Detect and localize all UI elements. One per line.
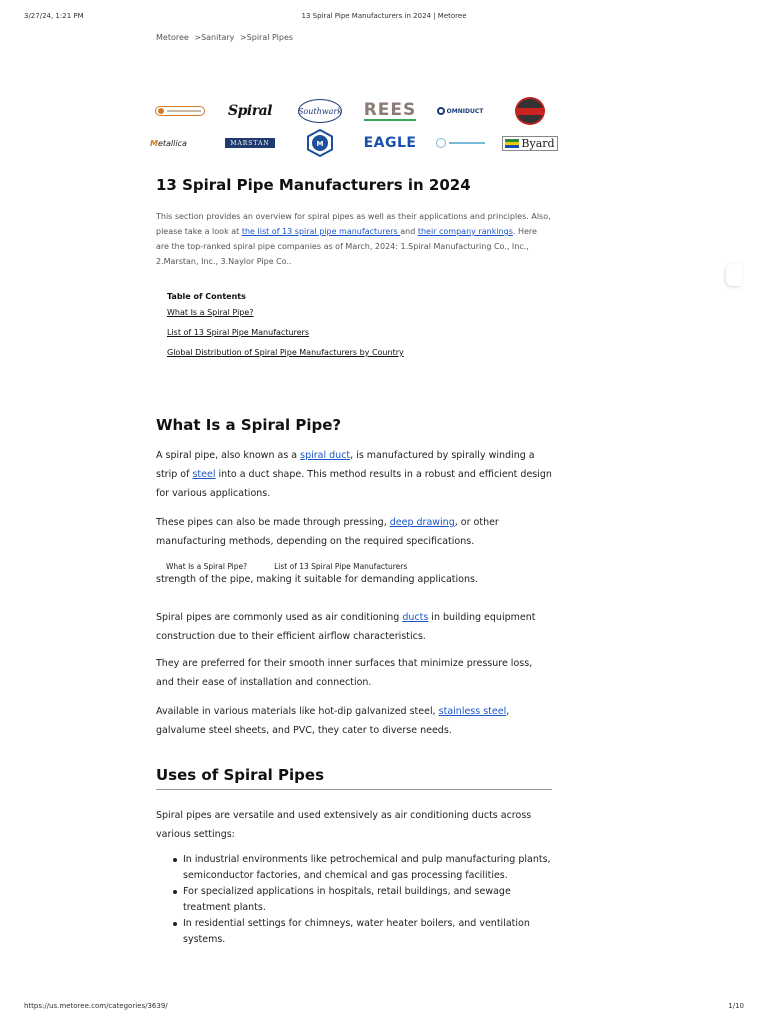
section-heading-what-is: What Is a Spiral Pipe?	[156, 416, 342, 434]
text: Available in various materials like hot-dip galvanized steel,	[156, 706, 439, 717]
logo-marstan[interactable]	[220, 130, 280, 156]
print-url: https://us.metoree.com/categories/3639/	[24, 1002, 168, 1010]
logo-metallica-text: etallica	[157, 138, 187, 148]
logo-row-1	[150, 96, 560, 126]
paragraph-strength-text: strength of the pipe, making it suitable for demanding applications.	[156, 574, 478, 585]
print-footer	[24, 1002, 744, 1012]
logo-rees[interactable]	[360, 98, 420, 124]
logo-byard[interactable]	[500, 130, 560, 156]
text: into a duct shape. This method results in a robust and efficient design for various applications.	[156, 469, 552, 499]
manufacturer-logos	[150, 96, 560, 160]
manufacturer-list-link[interactable]: the list of 13 spiral pipe manufacturers	[241, 227, 401, 236]
logo-eagle-text: EAGLE	[363, 135, 417, 151]
breadcrumb-sanitary[interactable]: >Sanitary	[194, 33, 235, 42]
paragraph-smooth-surfaces: They are preferred for their smooth inner surfaces that minimize pressure loss, and their ease of installation and connection.	[156, 658, 533, 688]
text: Spiral pipes are commonly used as air conditioning	[156, 612, 403, 623]
text: A spiral pipe, also known as a	[156, 450, 301, 461]
steel-link[interactable]: steel	[192, 469, 216, 480]
paragraph-definition	[156, 446, 552, 503]
intro-text-1: This section provides an overview for spiral pipes as well as their applications and principles. Also, please take a look at	[156, 212, 551, 236]
svg-text:M: M	[316, 140, 324, 148]
company-rankings-link[interactable]: their company rankings	[417, 227, 513, 236]
list-item: For specialized applications in hospitals, retail buildings, and sewage treatment plants.	[183, 884, 553, 916]
intro-paragraph	[156, 209, 552, 269]
breadcrumb-metoree[interactable]: Metoree	[156, 33, 189, 42]
section-heading-uses: Uses of Spiral Pipes	[156, 766, 552, 790]
logo-omniduct[interactable]	[430, 98, 490, 124]
circle-logo-icon	[436, 138, 446, 148]
byard-flag-icon	[505, 139, 519, 148]
mcm-hexagon-icon	[306, 129, 334, 157]
logo-metallica[interactable]	[150, 130, 210, 156]
paragraph-strength	[156, 574, 552, 596]
intro-text-2: and	[400, 227, 418, 236]
paragraph-uses-intro: Spiral pipes are versatile and used extensively as air conditioning ducts across various settings:	[156, 810, 532, 840]
mm-band-icon	[517, 108, 543, 115]
text: , galvalume steel sheets, and PVC, they cater to diverse needs.	[156, 706, 510, 736]
paragraph-materials	[156, 702, 552, 740]
omniduct-ring-icon	[437, 107, 445, 115]
logo-southwark[interactable]	[290, 98, 350, 124]
logo-row-2	[150, 128, 560, 158]
logo-southwark-text: Southwark	[297, 106, 343, 116]
breadcrumb-spiral-pipes[interactable]: >Spiral Pipes	[239, 33, 294, 42]
text: in building equipment construction due to their efficient airflow characteristics.	[156, 612, 536, 642]
intro-text-3: . Here are the top-ranked spiral pipe companies as of March, 2024: 1.Spiral Manufacturing Co., Inc., 2.Marstan, Inc., 3.Naylor Pipe Co..	[156, 227, 537, 266]
toc-item-list[interactable]: List of 13 Spiral Pipe Manufacturers	[167, 328, 310, 337]
breadcrumb	[156, 33, 296, 42]
list-item: In residential settings for chimneys, water heater boilers, and ventilation systems.	[183, 916, 553, 948]
text: , or other manufacturing methods, depending on the required specifications.	[156, 517, 499, 547]
logo-omniduct-text: OMNIDUCT	[446, 107, 484, 115]
ducts-link[interactable]: ducts	[402, 612, 429, 623]
spiral-duct-link[interactable]: spiral duct	[300, 450, 351, 461]
logo-mm[interactable]	[500, 98, 560, 124]
uses-list	[183, 852, 553, 948]
logo-spiral[interactable]	[220, 98, 280, 124]
toc-item-what-is[interactable]: What Is a Spiral Pipe?	[167, 308, 254, 317]
logo-mcm[interactable]	[290, 130, 350, 156]
sticky-nav-list[interactable]: List of 13 Spiral Pipe Manufacturers	[274, 561, 408, 571]
logo-eagle[interactable]	[360, 130, 420, 156]
text: These pipes can also be made through pressing,	[156, 517, 390, 528]
logo-circle-company[interactable]	[430, 130, 490, 156]
print-date: 3/27/24, 1:21 PM	[24, 12, 84, 20]
deep-drawing-link[interactable]: deep drawing	[389, 517, 455, 528]
print-header	[24, 12, 744, 22]
stainless-steel-link[interactable]: stainless steel	[438, 706, 507, 717]
side-feedback-tab[interactable]	[726, 264, 742, 286]
paragraph-air-conditioning	[156, 608, 552, 646]
print-title: 13 Spiral Pipe Manufacturers in 2024 | Metoree	[301, 12, 467, 20]
logo-spiral-manufacturing[interactable]	[150, 98, 210, 124]
sticky-nav-what-is[interactable]: What Is a Spiral Pipe?	[166, 561, 248, 571]
text: , is manufactured by spirally winding a strip of	[156, 450, 535, 480]
list-item: In industrial environments like petrochemical and pulp manufacturing plants, semiconductor factories, and chemical and gas processing facilities.	[183, 852, 553, 884]
logo-byard-text: Byard	[521, 136, 555, 150]
page-title: 13 Spiral Pipe Manufacturers in 2024	[156, 176, 471, 194]
page-number: 1/10	[728, 1002, 744, 1010]
logo-spiral-text: Spiral	[228, 103, 272, 119]
paragraph-manufacturing	[156, 513, 552, 547]
logo-rees-text: REES	[363, 100, 417, 120]
logo-marstan-text: MARSTAN	[230, 139, 270, 147]
toc-item-distribution[interactable]: Global Distribution of Spiral Pipe Manufacturers by Country	[167, 348, 404, 357]
table-of-contents	[167, 292, 404, 368]
toc-title: Table of Contents	[167, 292, 246, 301]
logo-metallica-prefix: M	[150, 138, 158, 148]
